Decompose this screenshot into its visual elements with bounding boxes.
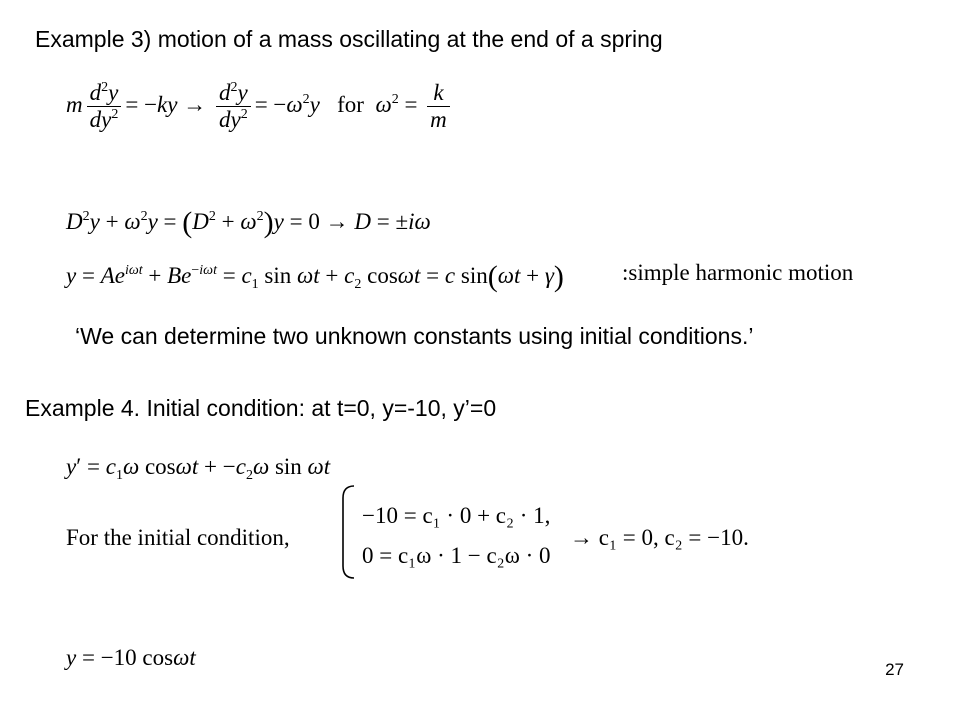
second-derivative-fraction-2: $\frac{d^2y}{dy^2}$ bbox=[216, 80, 251, 134]
second-derivative-fraction: $\frac{d^2y}{dy^2}$ bbox=[87, 80, 122, 134]
equation-general-solution: $y = Ae^{i\omega t} + Be^{-i\omega t} = c_1$ $\sin \omega t + c_2$ cosωt = c sin(ωt + γ) bbox=[66, 260, 564, 293]
equation-final-solution: y = −10 cosωt bbox=[66, 645, 196, 670]
equation-spring-ode: m $\frac{d^2y}{dy^2}$ = −ky → $\frac{d^2y}{dy^2}$ = $-\omega^2y$ for $\omega^2$ = $\frac{k}{m}$ bbox=[66, 80, 454, 134]
equation-for-word: for bbox=[337, 92, 364, 118]
initial-conditions-quote: ‘We can determine two unknown constants using initial conditions.’ bbox=[75, 323, 754, 349]
example4-heading: Example 4. Initial condition: at t=0, y=-10, y’=0 bbox=[25, 395, 497, 421]
initial-condition-system bbox=[362, 496, 551, 576]
k-over-m-fraction: $\frac{k}{m}$ bbox=[427, 80, 450, 134]
system-left-brace bbox=[340, 484, 356, 580]
equation-operator-form: $D^2y + \omega^2y = (D^2 + \omega^2)y = 0 \to D = \pm i\omega$ bbox=[66, 206, 431, 239]
system-line-1: −10 = c₁ · 0 + c₂ · 1, bbox=[362, 503, 551, 528]
slide-heading: Example 3) motion of a mass oscillating at the end of a spring bbox=[35, 26, 663, 52]
system-line-2: 0 = c₁ω · 1 − c₂ω · 0 bbox=[362, 543, 551, 568]
simple-harmonic-motion-label: :simple harmonic motion bbox=[622, 260, 854, 285]
equation-derivative: $y' = c_1\omega$ $\cos\omega t + -c_2\omega$ sin ωt bbox=[66, 454, 331, 483]
initial-condition-lead: For the initial condition, bbox=[66, 525, 290, 550]
page-number: 27 bbox=[885, 660, 904, 679]
system-result: → c₁ = 0, c₂ = −10. bbox=[570, 525, 749, 550]
